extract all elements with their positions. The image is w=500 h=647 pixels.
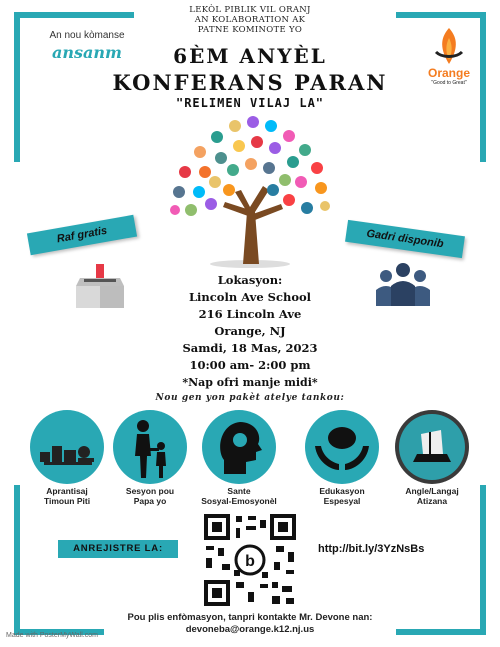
workshop-label-early-learning [19,486,115,506]
frame-corner-top-right-vertical [480,12,486,162]
family-group-icon [372,262,434,306]
workshop-circle-fathers [113,410,187,484]
school-line: AN KOLABORATION AK [194,15,306,25]
contact-line: Pou plis enfòmasyon, tanpri kontakte Mr. Devone nan: [127,612,373,623]
made-with-credit: Made with PosterMyWall.com [6,632,98,639]
lunch-note: *Nap ofri manje midi* [182,376,318,389]
event-info [150,272,350,391]
ballot-box-icon [74,262,126,310]
workshop-label-line: Espesyal [323,496,361,506]
school-line: LEKÒL PIBLIK VIL ORANJ [189,5,311,15]
workshop-label-line: Timoun Piti [43,496,91,506]
city: Orange, NJ [214,324,286,338]
svg-text:b: b [245,553,255,570]
street-address: 216 Lincoln Ave [198,307,302,321]
workshop-circle-social-emotional [202,410,276,484]
frame-corner-top-left-vertical [14,12,20,162]
hand-tree-icon [155,112,345,272]
hands-brain-icon [305,410,379,484]
workshop-circle-special-education [305,410,379,484]
intro-small-text: An nou kòmanse [49,30,125,41]
intro-big-text: ansanm [52,43,122,62]
register-label: ANREJISTRE LA: [58,540,178,558]
school-line: PATNE KOMINOTE YO [197,25,303,35]
venue-name: Lincoln Ave School [188,290,312,304]
frame-corner-top-left [14,12,134,18]
free-raffle-banner: Raf gratis [27,215,137,255]
event-date: Samdi, 18 Mas, 2023 [182,341,318,355]
father-child-icon [113,410,187,484]
frame-corner-bottom-left-vertical [14,485,20,635]
logo-name: Orange [427,66,470,80]
workshop-circle-english-crafts [395,410,469,484]
school-header [150,5,350,35]
workshop-label-line: Edukasyon [319,486,365,496]
workshop-label-line: Aprantisaj [46,486,88,496]
workshop-label-line: Sosyal-Emosyonèl [201,496,277,506]
childcare-banner: Gadri disponib [345,220,465,258]
book-icon [395,410,469,484]
workshop-label-english-crafts [384,486,480,506]
title-line-1: 6ÈM ANYÈL [173,44,327,68]
event-time: 10:00 am- 2:00 pm [189,358,311,372]
toys-icon [30,410,104,484]
workshop-label-line: Sante [227,486,251,496]
contact-info [90,612,410,636]
frame-corner-bottom-right-vertical [480,485,486,635]
workshop-label-line: Papa yo [133,496,167,506]
logo-slogan: "Good to Great" [431,80,467,86]
event-subtitle: "RELIMEN VILAJ LA" [175,96,325,110]
workshops-heading: Nou gen yon pakèt atelye tankou: [155,393,345,403]
workshop-circle-early-learning [30,410,104,484]
head-profile-icon [202,410,276,484]
location-label: Lokasyon: [217,273,283,287]
workshop-label-social-emotional [191,486,287,506]
contact-email[interactable]: devoneba@orange.k12.nj.us [185,624,315,635]
registration-link[interactable]: http://bit.ly/3YzNsBs [318,543,425,555]
torch-flame-icon [418,24,480,68]
district-logo [418,24,480,94]
frame-corner-top-right [396,12,486,18]
title-line-2: KONFERANS PARAN [112,70,388,95]
workshop-label-line: Sesyon pou [125,486,175,496]
workshop-label-line: Angle/Langaj [405,486,459,496]
workshop-label-line: Atizana [416,496,448,506]
qr-code-icon[interactable] [202,512,298,608]
workshop-label-special-education [294,486,390,506]
workshop-label-fathers [102,486,198,506]
